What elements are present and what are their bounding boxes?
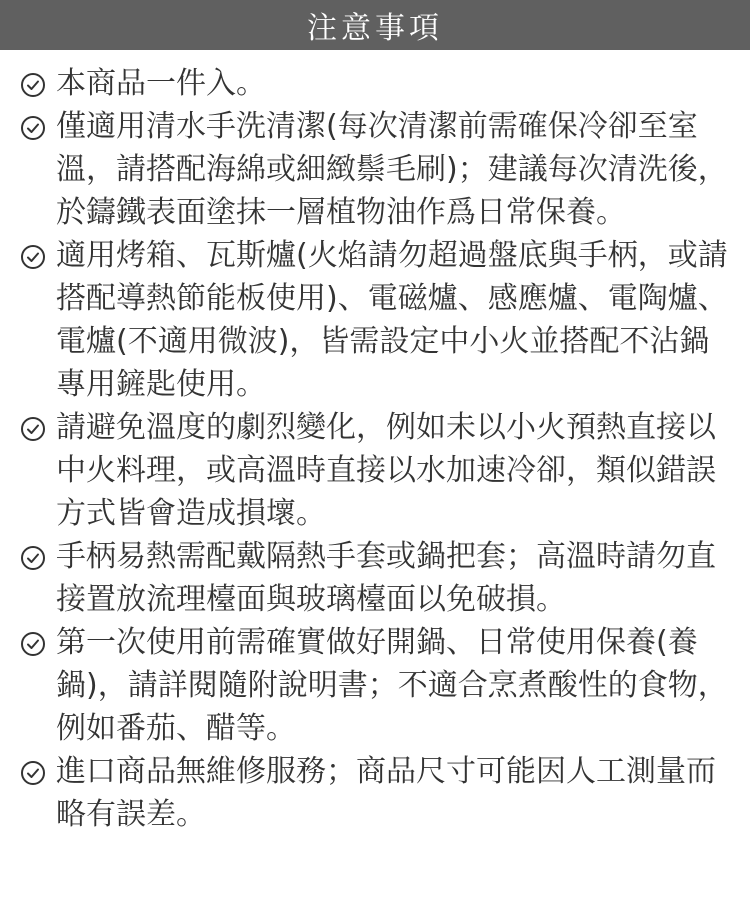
notice-item [0,535,750,621]
notice-item [0,750,750,836]
notice-item [0,621,750,750]
notice-text: 本商品一件入。 [56,66,266,101]
notice-item [0,105,750,234]
notice-item [0,234,750,406]
page-title: 注意事項 [307,11,443,46]
notice-header [0,0,750,50]
notice-text: 手柄易熱需配戴隔熱手套或鍋把套；高溫時請勿直接置放流理檯面與玻璃檯面以免破損。 [56,539,716,617]
notice-item [0,62,750,105]
check-circle-icon [20,115,46,141]
check-circle-icon [20,72,46,98]
notice-item [0,406,750,535]
check-circle-icon [20,244,46,270]
check-circle-icon [20,760,46,786]
notice-text: 請避免溫度的劇烈變化，例如未以小火預熱直接以中火料理，或高溫時直接以水加速冷卻，類似錯誤方式皆會造成損壞。 [56,410,716,531]
check-circle-icon [20,416,46,442]
notice-text: 適用烤箱、瓦斯爐(火焰請勿超過盤底與手柄，或請搭配導熱節能板使用)、電磁爐、感應爐、電陶爐、電爐(不適用微波)，皆需設定中小火並搭配不沾鍋專用鏟匙使用。 [56,238,728,402]
check-circle-icon [20,545,46,571]
check-circle-icon [20,631,46,657]
notice-text: 僅適用清水手洗清潔(每次清潔前需確保冷卻至室溫，請搭配海綿或細緻鬃毛刷)；建議每次清洗後，於鑄鐵表面塗抹一層植物油作爲日常保養。 [56,109,728,230]
notice-text: 進口商品無維修服務；商品尺寸可能因人工測量而略有誤差。 [56,754,716,832]
notice-text: 第一次使用前需確實做好開鍋、日常使用保養(養鍋)，請詳閱隨附說明書；不適合烹煮酸性的食物，例如番茄、醋等。 [56,625,728,746]
notice-list [0,62,750,836]
